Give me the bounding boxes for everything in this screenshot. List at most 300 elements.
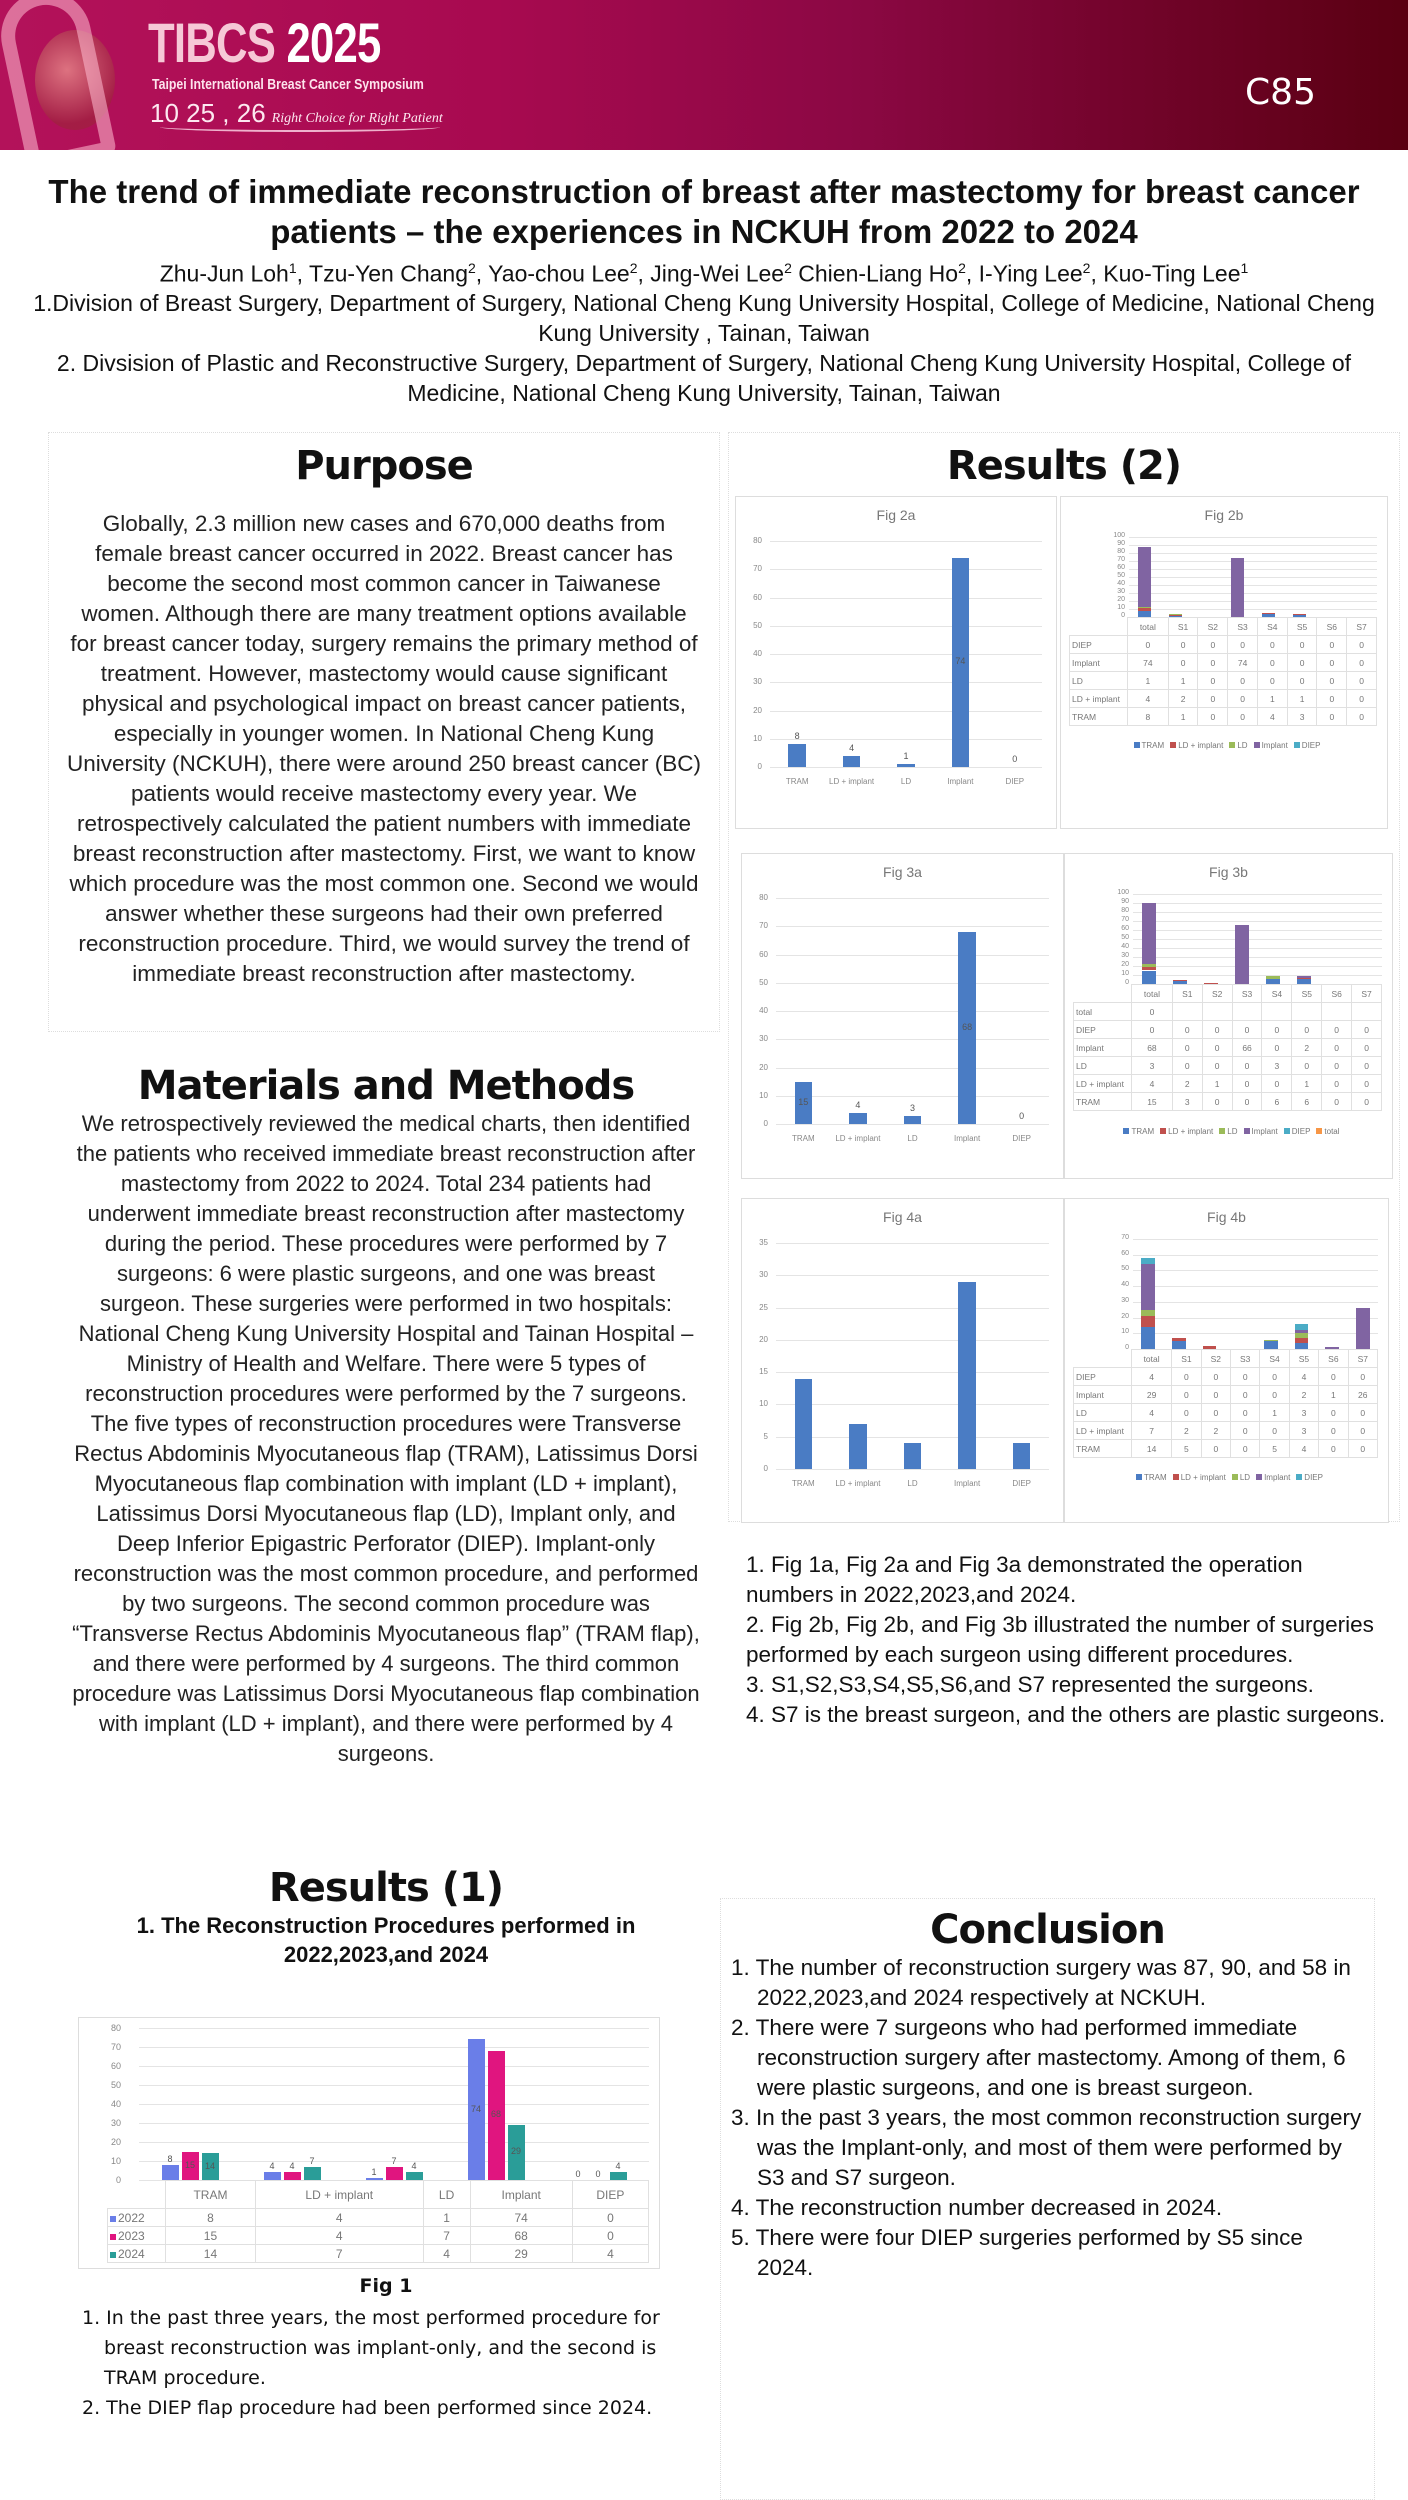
gridline (776, 955, 1049, 956)
table-cell: 4 (255, 2227, 423, 2245)
table-cell: 0 (1317, 636, 1347, 654)
column-header: S5 (1292, 985, 1322, 1003)
data-label: 0 (575, 2169, 581, 2179)
table-cell: 0 (1231, 1368, 1260, 1386)
table-row (1070, 708, 1377, 726)
results2-note-4: 4. S7 is the breast surgeon, and the others are plastic surgeons. (746, 1702, 1386, 1727)
gridline (1133, 912, 1382, 913)
table-cell: 2 (1172, 1422, 1201, 1440)
gridline (1133, 894, 1382, 895)
results1-heading: Results (1) (268, 1865, 504, 1911)
author-name: Tzu-Yen Chang (309, 260, 468, 287)
y-tick-label: 50 (1121, 934, 1129, 941)
data-label: 0 (1012, 754, 1018, 764)
table-cell: 4 (1257, 708, 1287, 726)
bar (610, 2172, 627, 2180)
y-tick-label: 50 (759, 977, 768, 987)
table-cell: 0 (1348, 1404, 1377, 1422)
bar (788, 744, 805, 767)
column-header: S4 (1260, 1350, 1289, 1368)
stacked-segment (1138, 607, 1152, 608)
results2-heading: Results (2) (946, 443, 1182, 489)
data-label: 15 (184, 2159, 195, 2170)
table-cell: 0 (1317, 654, 1347, 672)
table-cell (1322, 1003, 1352, 1021)
table-cell: 0 (1352, 1093, 1382, 1111)
gridline (1133, 957, 1382, 958)
chart-title: Fig 2a (876, 507, 916, 523)
table-cell: 1 (1168, 672, 1198, 690)
gridline (776, 926, 1049, 927)
y-tick-label: 60 (1121, 925, 1129, 932)
gridline (776, 1068, 1049, 1069)
table-row (1074, 1057, 1382, 1075)
legend-swatch (1294, 742, 1300, 748)
legend-label: 2024 (118, 2246, 145, 2261)
column-header: S7 (1352, 985, 1382, 1003)
conclusion-item-3: 3. In the past 3 years, the most common reconstruction surgery was the Implant-only, and most of them were performed by S3 and S7 surgeon. (731, 2105, 1362, 2190)
table-cell: 1 (1168, 708, 1198, 726)
y-tick-label: 90 (1117, 540, 1125, 547)
y-tick-label: 10 (110, 2156, 121, 2166)
legend-swatch (1170, 742, 1176, 748)
table-cell: 0 (1198, 636, 1228, 654)
author-name: I-Ying Lee (978, 260, 1083, 287)
table-cell: 0 (1319, 1404, 1348, 1422)
legend-label: Implant (1251, 1127, 1278, 1136)
data-label: 0 (595, 2169, 601, 2179)
data-label: 8 (794, 731, 800, 742)
row-header: total (1074, 1003, 1132, 1021)
y-tick-label: 0 (757, 762, 762, 771)
table-cell: 29 (470, 2245, 572, 2263)
stacked-segment (1262, 613, 1276, 614)
column-header: S4 (1257, 618, 1287, 636)
legend-swatch (1136, 1474, 1142, 1480)
table-row (1074, 1422, 1378, 1440)
table-cell: 0 (1348, 1368, 1377, 1386)
gridline (770, 654, 1042, 655)
column-header: S4 (1262, 985, 1292, 1003)
bar (406, 2172, 423, 2180)
table-cell: 4 (572, 2245, 648, 2263)
column-header: TRAM (166, 2181, 256, 2209)
y-tick-label: 0 (115, 2175, 121, 2185)
data-table (1073, 1349, 1378, 1458)
y-tick-label: 50 (110, 2080, 121, 2090)
legend-label: DIEP (1291, 1127, 1311, 1136)
gridline (139, 2123, 649, 2124)
table-cell: 7 (255, 2245, 423, 2263)
table-cell: 0 (1232, 1075, 1262, 1093)
table-cell: 0 (1262, 1021, 1292, 1039)
stacked-segment (1295, 1338, 1309, 1343)
y-tick-label: 60 (110, 2061, 121, 2071)
gridline (776, 1011, 1049, 1012)
data-table (1073, 984, 1382, 1111)
table-row (1074, 1368, 1378, 1386)
table-cell: 68 (1132, 1039, 1173, 1057)
gridline (1129, 569, 1377, 570)
table-cell: 68 (470, 2227, 572, 2245)
table-cell: 1 (1260, 1404, 1289, 1422)
column-header: S5 (1289, 1350, 1318, 1368)
gridline (1129, 593, 1377, 594)
table-cell: 0 (1287, 654, 1317, 672)
affiliation-marker: 2 (958, 260, 966, 276)
author-name: Chien-Liang Ho (798, 260, 959, 287)
data-label: 15 (798, 1096, 809, 1107)
data-label: 4 (855, 1099, 861, 1110)
legend-swatch (1232, 1474, 1238, 1480)
legend-swatch (1284, 1128, 1290, 1134)
data-label: 74 (470, 2103, 481, 2114)
legend-label: TRAM (1131, 1127, 1155, 1136)
gridline (1133, 975, 1382, 976)
stacked-segment (1172, 1341, 1186, 1349)
table-cell: 1 (1287, 690, 1317, 708)
y-tick-label: 70 (110, 2042, 121, 2052)
gridline (1133, 1239, 1378, 1240)
table-cell: 2 (1201, 1422, 1230, 1440)
column-header: S3 (1228, 618, 1258, 636)
table-cell: 8 (166, 2209, 256, 2227)
x-category-label: DIEP (1012, 1479, 1032, 1488)
table-cell (1352, 1003, 1382, 1021)
results2-note-1: 1. Fig 1a, Fig 2a and Fig 3a demonstrated the operation numbers in 2022,2023,and 2024. (746, 1552, 1303, 1607)
data-label: 4 (289, 2161, 295, 2172)
table-row (1074, 1075, 1382, 1093)
stacked-segment (1297, 976, 1311, 978)
bar (795, 1379, 812, 1469)
column-header: LD (423, 2181, 470, 2209)
y-tick-label: 30 (753, 677, 762, 687)
table-cell: 0 (1322, 1021, 1352, 1039)
stacked-segment (1138, 547, 1152, 606)
table-cell: 3 (1287, 708, 1317, 726)
table-cell: 0 (1132, 1021, 1173, 1039)
data-label: 74 (955, 656, 966, 667)
table-cell: 0 (1231, 1440, 1260, 1458)
table-cell: 0 (1228, 672, 1258, 690)
affiliation-marker: 2 (784, 260, 792, 276)
author-name: Kuo-Ting Lee (1103, 260, 1241, 287)
table-cell: 0 (1319, 1440, 1348, 1458)
column-header: S1 (1172, 985, 1202, 1003)
results2-note-2: 2. Fig 2b, Fig 2b, and Fig 3b illustrated the number of surgeries performed by each surgeon using different procedures. (746, 1612, 1374, 1667)
y-tick-label: 70 (1121, 1234, 1129, 1241)
gridline (1133, 1318, 1378, 1319)
table-cell: 0 (1198, 654, 1228, 672)
table-cell: 14 (1132, 1440, 1172, 1458)
gridline (776, 1469, 1049, 1470)
table-cell: 0 (1231, 1386, 1260, 1404)
bar (304, 2167, 321, 2180)
data-label: 8 (167, 2153, 173, 2164)
y-tick-label: 80 (753, 536, 762, 545)
row-header: LD + implant (1074, 1075, 1132, 1093)
table-cell: 15 (166, 2227, 256, 2245)
data-label: 0 (1019, 1111, 1025, 1121)
y-tick-label: 60 (1117, 564, 1125, 571)
table-cell: 0 (1231, 1422, 1260, 1440)
column-header: S3 (1231, 1350, 1260, 1368)
gridline (1133, 921, 1382, 922)
legend-swatch (1123, 1128, 1129, 1134)
column-header: S7 (1347, 618, 1377, 636)
y-tick-label: 15 (759, 1367, 768, 1377)
purpose-text: Globally, 2.3 million new cases and 670,000 deaths from female breast cancer occurred in 2022. Breast cancer has become the second most common cancer in Taiwanese women. Although there are many treatment options available for breast cancer today, surgery remains the primary method of treatment. However, mastectomy would cause significant physical and psychological impact on breast cancer patients, especially in younger women. In National Cheng Kung University (NCKUH), there were around 250 breast cancer (BC) patients would receive mastectomy every year. We retrospectively calculated the patient numbers with immediate breast reconstruction after mastectomy. First, we want to know which procedure was the most common one. Second we would answer whether these surgeons had their own preferred reconstruction procedure. Third, we would survey the trend of immediate breast reconstruction after mastectomy. (67, 511, 701, 986)
table-cell: 0 (1319, 1422, 1348, 1440)
row-header: DIEP (1074, 1368, 1132, 1386)
table-cell: 0 (1202, 1057, 1232, 1075)
fig2a-chart (735, 496, 1057, 829)
table-row (1070, 654, 1377, 672)
table-cell: 0 (1347, 708, 1377, 726)
row-header: TRAM (1074, 1440, 1132, 1458)
y-tick-label: 10 (1121, 1328, 1129, 1336)
table-cell: 0 (1262, 1075, 1292, 1093)
y-tick-label: 70 (759, 921, 768, 931)
table-cell: 0 (1260, 1386, 1289, 1404)
stacked-segment (1141, 1258, 1155, 1264)
affiliation-1: 1.Division of Breast Surgery, Department of Surgery, National Cheng Kung University Hospital, College of Medicine, National Cheng Kung University , Tainan, Taiwan (33, 289, 1375, 346)
x-category-label: LD + implant (835, 1134, 881, 1143)
fig3b-chart (1064, 853, 1393, 1179)
gridline (776, 1404, 1049, 1405)
table-cell: 7 (423, 2227, 470, 2245)
y-tick-label: 0 (763, 1119, 768, 1128)
legend-label: Implant (1261, 741, 1288, 750)
table-cell: 4 (423, 2245, 470, 2263)
affiliation-2: 2. Divsision of Plastic and Reconstructive Surgery, Department of Surgery, National Cheng Kung University Hospital, College of Medicine, National Cheng Kung University, Tainan, Taiwan (56, 349, 1352, 406)
y-tick-label: 40 (1121, 943, 1129, 950)
table-cell: 0 (1352, 1039, 1382, 1057)
stacked-segment (1293, 614, 1307, 615)
chart-legend (1065, 1473, 1388, 1482)
gridline (1133, 1286, 1378, 1287)
legend-swatch (1254, 742, 1260, 748)
stacked-segment (1141, 1264, 1155, 1310)
column-header: S1 (1172, 1350, 1201, 1368)
bar (904, 1443, 921, 1469)
y-tick-label: 30 (110, 2118, 121, 2128)
column-header: S2 (1201, 1350, 1230, 1368)
table-cell: 0 (1348, 1422, 1377, 1440)
table-cell: 5 (1172, 1440, 1201, 1458)
gridline (776, 1340, 1049, 1341)
legend-swatch (1296, 1474, 1302, 1480)
column-header: S6 (1319, 1350, 1348, 1368)
gridline (776, 1308, 1049, 1309)
table-row (1074, 1039, 1382, 1057)
stacked-segment (1264, 1340, 1278, 1342)
gridline (1133, 939, 1382, 940)
bar (843, 756, 860, 767)
stacked-segment (1231, 558, 1245, 617)
table-cell: 0 (1322, 1075, 1352, 1093)
affiliation-marker: 1 (1240, 260, 1249, 276)
table-cell: 0 (1317, 708, 1347, 726)
stacked-segment (1138, 607, 1152, 610)
legend-label: LD + implant (1168, 1127, 1214, 1136)
x-category-label: Implant (947, 777, 974, 786)
gridline (776, 898, 1049, 899)
gridline (1133, 903, 1382, 904)
gridline (1133, 1255, 1378, 1256)
conclusion-panel (720, 1898, 1375, 2500)
y-tick-label: 30 (759, 1034, 768, 1044)
gridline (770, 541, 1042, 542)
legend-label: 2022 (118, 2210, 145, 2225)
table-cell: 5 (1260, 1440, 1289, 1458)
data-label: 1 (371, 2167, 377, 2178)
table-cell: 0 (1322, 1057, 1352, 1075)
row-header: Implant (1070, 654, 1128, 672)
author-list: Zhu-Jun Loh$^1$, Tzu-Yen Chang$^2$, Yao-chou Lee$^2$, Jing-Wei Lee$^2$ Chien-Liang Ho$^2$, I-Ying Lee$^2$, Kuo-Ting Lee$^1$ (159, 260, 1249, 287)
table-cell: 0 (1257, 672, 1287, 690)
chart-title: Fig 3b (1209, 864, 1248, 880)
methods-panel (64, 1055, 708, 1875)
gridline (1133, 1333, 1378, 1334)
data-label: 7 (391, 2155, 397, 2166)
table-cell: 0 (1168, 654, 1198, 672)
author-name: Jing-Wei Lee (650, 260, 785, 287)
legend-label: LD (1239, 1473, 1251, 1482)
conclusion-list (721, 1953, 1374, 2283)
column-header: total (1132, 985, 1173, 1003)
gridline (776, 1124, 1049, 1125)
affiliation-marker: 2 (1082, 260, 1091, 276)
y-tick-label: 0 (763, 1464, 768, 1473)
table-cell: 4 (1289, 1440, 1318, 1458)
table-cell: 0 (1292, 1021, 1322, 1039)
table-cell: 3 (1172, 1093, 1202, 1111)
table-cell: 0 (1322, 1039, 1352, 1057)
table-cell: 0 (1172, 1404, 1201, 1422)
x-category-label: Implant (953, 1479, 981, 1488)
results2-notes (746, 1550, 1386, 1730)
stacked-segment (1141, 1316, 1155, 1327)
table-cell: 2 (1289, 1386, 1318, 1404)
gridline (139, 2028, 649, 2029)
x-category-label: LD (907, 1479, 918, 1488)
table-cell: 2 (1168, 690, 1198, 708)
poster-title: The trend of immediate reconstruction of breast after mastectomy for breast cancer patients – the experiences in NCKUH from 2022 to 2024 (48, 173, 1360, 250)
gridline (776, 1039, 1049, 1040)
gridline (1129, 553, 1377, 554)
y-tick-label: 0 (1125, 979, 1129, 986)
stacked-segment (1141, 1310, 1155, 1316)
gridline (770, 682, 1042, 683)
y-tick-label: 100 (1113, 532, 1125, 539)
table-cell (1202, 1003, 1232, 1021)
table-cell: 0 (1232, 1057, 1262, 1075)
table-cell: 1 (1319, 1386, 1348, 1404)
table-cell: 0 (1260, 1422, 1289, 1440)
y-tick-label: 50 (753, 620, 762, 630)
conference-date: 10 25 , 26 Right Choice for Right Patient (150, 98, 443, 128)
table-cell: 0 (1232, 1093, 1262, 1111)
conclusion-heading: Conclusion (930, 1907, 1165, 1953)
legend-swatch (110, 2216, 116, 2222)
y-tick-label: 10 (759, 1399, 768, 1409)
data-label: 29 (510, 2146, 521, 2157)
table-cell: 0 (1322, 1093, 1352, 1111)
conference-tagline: Right Choice for Right Patient (271, 111, 443, 126)
table-row (1070, 690, 1377, 708)
table-cell: 0 (1232, 1021, 1262, 1039)
table-cell: 1 (1257, 690, 1287, 708)
data-label: 4 (269, 2161, 275, 2172)
gridline (776, 1275, 1049, 1276)
bar (849, 1113, 866, 1124)
y-tick-label: 30 (759, 1270, 768, 1280)
data-label: 1 (903, 751, 909, 762)
table-cell: 0 (1132, 1003, 1173, 1021)
gridline (1133, 1270, 1378, 1271)
legend-swatch (1160, 1128, 1166, 1134)
y-tick-label: 10 (1117, 604, 1125, 611)
table-row (1074, 1404, 1378, 1422)
conclusion-item-5: 5. There were four DIEP surgeries performed by S5 since 2024. (731, 2225, 1303, 2280)
table-cell: 4 (1132, 1368, 1172, 1386)
poster-header (0, 172, 1408, 408)
table-cell: 0 (1172, 1386, 1201, 1404)
y-tick-label: 70 (1121, 916, 1129, 923)
table-cell: 1 (1128, 672, 1169, 690)
table-row (108, 2227, 649, 2245)
gridline (139, 2047, 649, 2048)
legend-swatch (1256, 1474, 1262, 1480)
table-cell: 0 (1287, 672, 1317, 690)
gridline (1133, 1302, 1378, 1303)
table-cell: 0 (1201, 1386, 1230, 1404)
row-header: LD + implant (1070, 690, 1128, 708)
y-tick-label: 80 (110, 2023, 121, 2033)
chart-title: Fig 4b (1207, 1209, 1246, 1225)
fig1-chart (78, 2017, 660, 2269)
affiliation-marker: 2 (629, 260, 638, 276)
stacked-segment (1295, 1330, 1309, 1333)
y-tick-label: 20 (753, 705, 762, 715)
results1-subheading: 1. The Reconstruction Procedures performed in 2022,2023,and 2024 (136, 1913, 636, 1967)
legend-label: LD + implant (1178, 741, 1224, 750)
gridline (1129, 545, 1377, 546)
table-cell: 29 (1132, 1386, 1172, 1404)
legend-label: TRAM (1141, 741, 1165, 750)
gridline (139, 2085, 649, 2086)
y-tick-label: 35 (759, 1238, 768, 1247)
row-header: LD + implant (1074, 1422, 1132, 1440)
gridline (1129, 537, 1377, 538)
y-tick-label: 0 (1125, 1344, 1129, 1351)
column-header: S6 (1322, 985, 1352, 1003)
y-tick-label: 40 (110, 2099, 121, 2109)
purpose-panel (48, 432, 720, 1032)
y-tick-label: 50 (1121, 1265, 1129, 1273)
table-cell: 0 (1228, 690, 1258, 708)
stacked-segment (1142, 964, 1156, 967)
gridline (139, 2066, 649, 2067)
legend-swatch (1316, 1128, 1322, 1134)
results2-note-3: 3. S1,S2,S3,S4,S5,S6,and S7 represented the surgeons. (746, 1672, 1314, 1697)
table-cell: 74 (1228, 654, 1258, 672)
table-cell: 0 (1317, 672, 1347, 690)
bar (284, 2172, 301, 2180)
legend-label: total (1324, 1127, 1340, 1136)
bar (849, 1424, 866, 1469)
